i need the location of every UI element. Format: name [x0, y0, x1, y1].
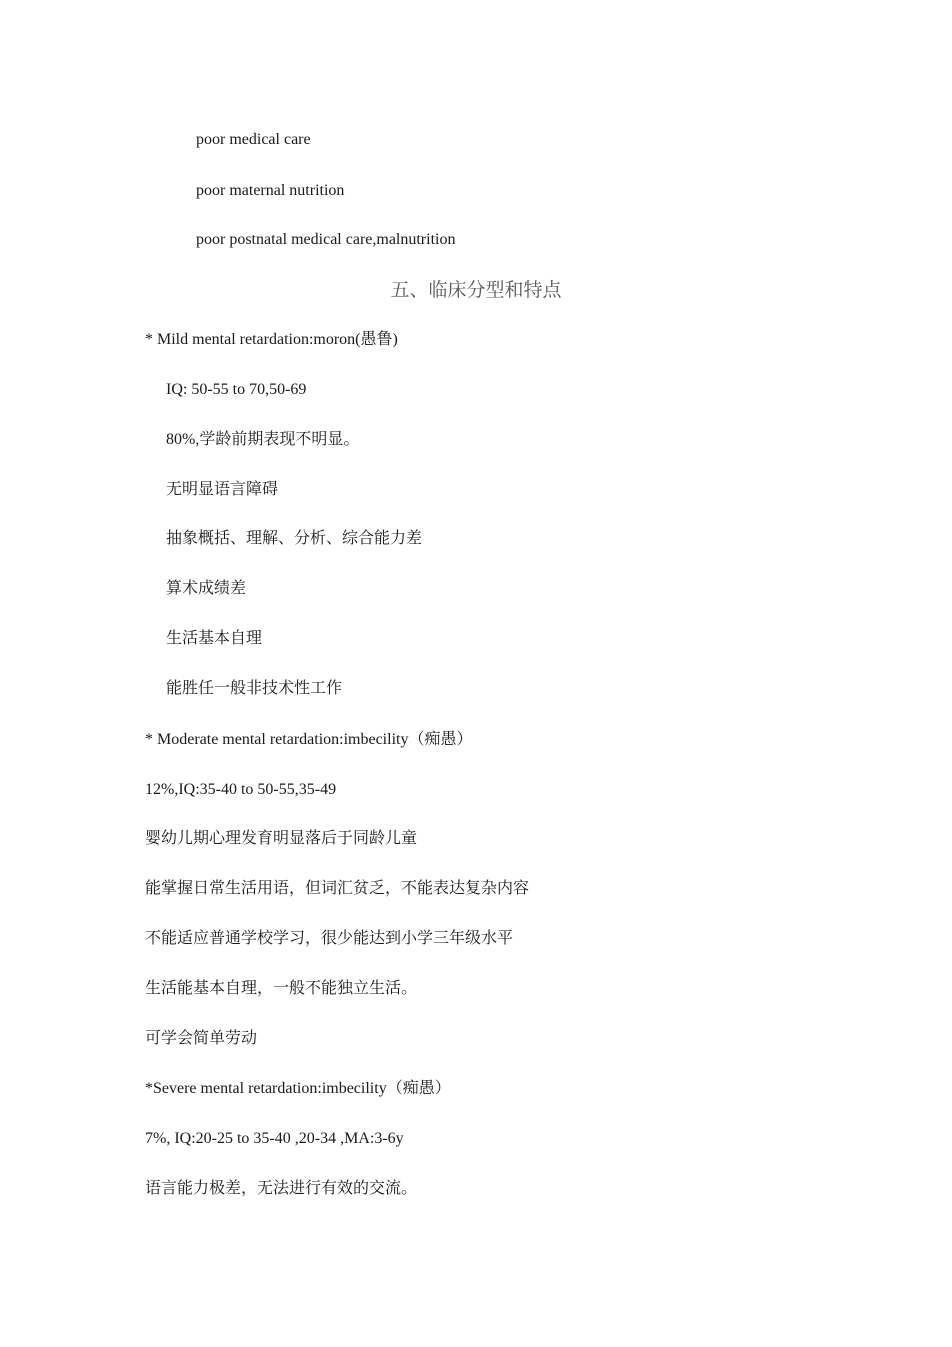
- section-heading: 五、临床分型和特点: [390, 280, 562, 301]
- mild-item: IQ: 50-55 to 70,50-69: [166, 381, 307, 398]
- mild-title: * Mild mental retardation:moron(愚鲁): [145, 331, 398, 348]
- moderate-item: 婴幼儿期心理发育明显落后于同龄儿童: [145, 830, 418, 847]
- mild-item: 能胜任一般非技术性工作: [166, 680, 343, 697]
- mild-item: 生活基本自理: [166, 630, 263, 647]
- moderate-item: 生活能基本自理，一般不能独立生活。: [145, 980, 418, 997]
- severe-item: 语言能力极差，无法进行有效的交流。: [145, 1180, 418, 1197]
- cause-line: poor postnatal medical care,malnutrition: [196, 231, 456, 248]
- mild-item: 80%,学龄前期表现不明显。: [166, 431, 360, 448]
- cause-line: poor medical care: [196, 131, 311, 148]
- cause-line: poor maternal nutrition: [196, 182, 345, 199]
- severe-item: 7%, IQ:20-25 to 35-40 ,20-34 ,MA:3-6y: [145, 1130, 404, 1147]
- mild-item: 算术成绩差: [166, 580, 247, 597]
- moderate-item: 不能适应普通学校学习，很少能达到小学三年级水平: [145, 930, 514, 947]
- severe-title: *Severe mental retardation:imbecility（痴愚）: [145, 1080, 451, 1097]
- moderate-item: 能掌握日常生活用语，但词汇贫乏，不能表达复杂内容: [145, 880, 530, 897]
- mild-item: 无明显语言障碍: [166, 481, 279, 498]
- moderate-title: * Moderate mental retardation:imbecility（痴愚）: [145, 731, 473, 748]
- moderate-item: 12%,IQ:35-40 to 50-55,35-49: [145, 781, 337, 798]
- mild-item: 抽象概括、理解、分析、综合能力差: [166, 530, 423, 547]
- moderate-item: 可学会简单劳动: [145, 1030, 258, 1047]
